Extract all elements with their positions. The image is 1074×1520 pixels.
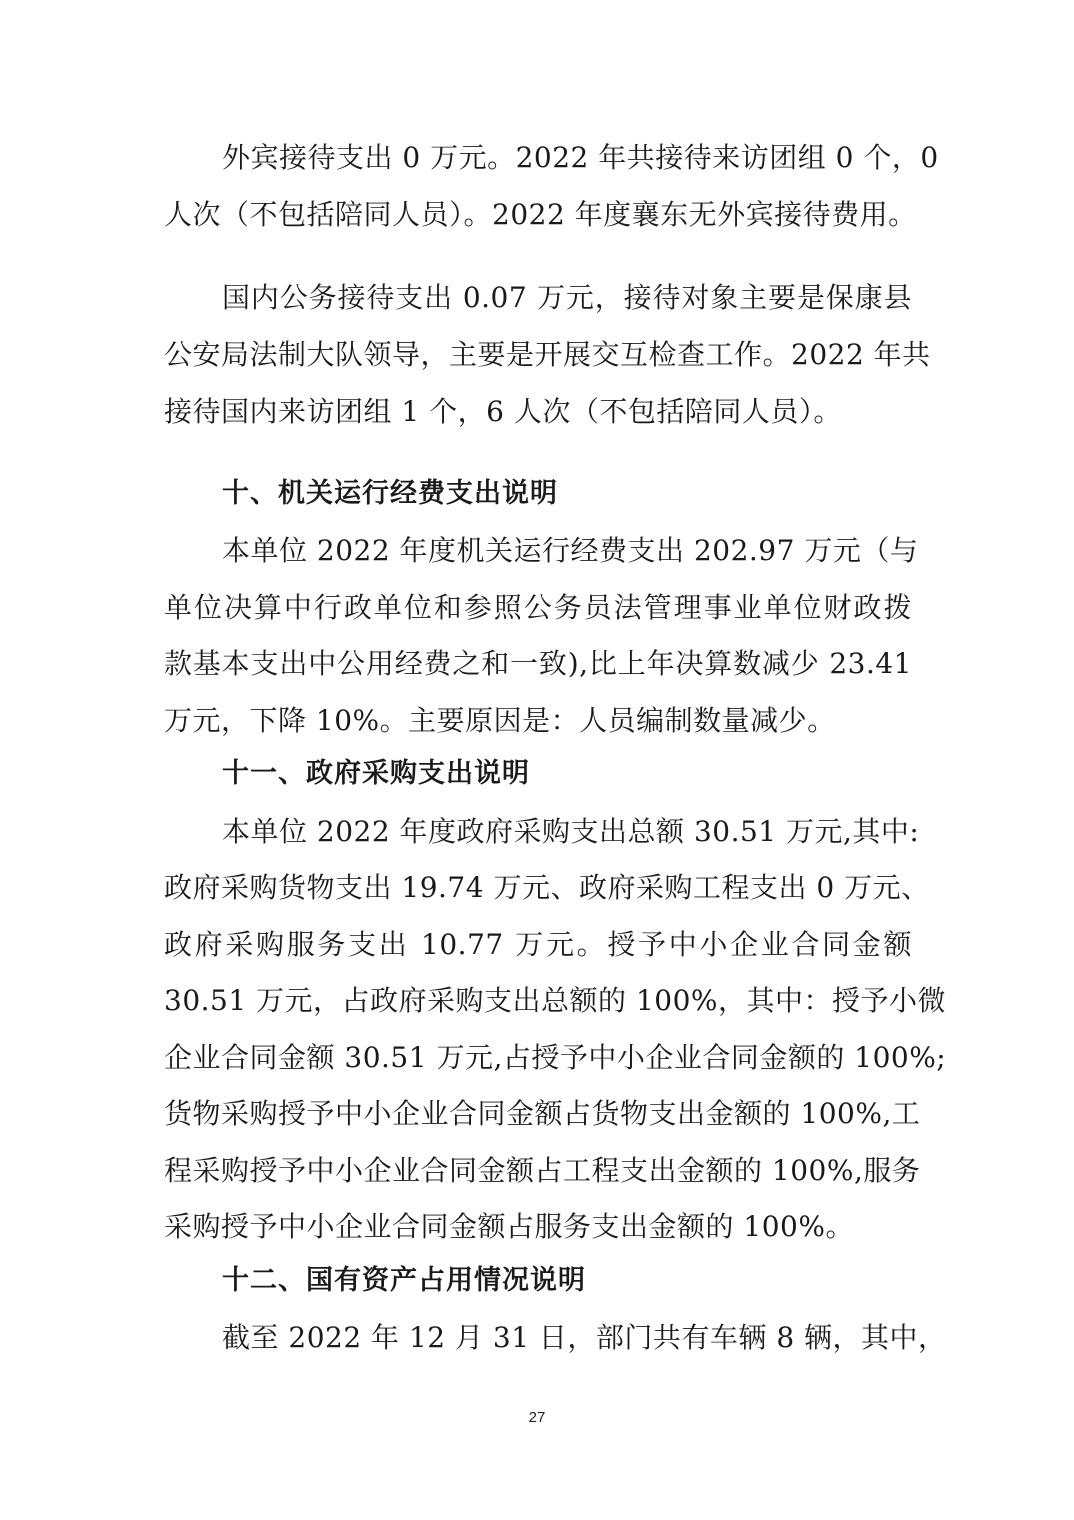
paragraph-domestic-reception-line-3: 接待国内来访团组 1 个，6 人次（不包括陪同人员）。 xyxy=(164,395,842,428)
section-heading-government-procurement: 十一、政府采购支出说明 xyxy=(222,758,530,789)
section10-line-3: 款基本支出中公用经费之和一致),比上年决算数减少 23.41 xyxy=(164,647,912,680)
section-heading-state-assets: 十二、国有资产占用情况说明 xyxy=(222,1265,586,1296)
section11-line-1: 本单位 2022 年度政府采购支出总额 30.51 万元,其中: xyxy=(222,815,920,848)
section12-line-1: 截至 2022 年 12 月 31 日，部门共有车辆 8 辆，其中， xyxy=(222,1321,947,1354)
section11-line-4: 30.51 万元，占政府采购支出总额的 100%，其中：授予小微 xyxy=(164,984,947,1017)
page-number: 27 xyxy=(528,1409,546,1426)
section11-line-6: 货物采购授予中小企业合同金额占货物支出金额的 100%,工 xyxy=(164,1097,921,1130)
paragraph-domestic-reception-line-1: 国内公务接待支出 0.07 万元，接待对象主要是保康县 xyxy=(222,281,912,314)
section11-line-5: 企业合同金额 30.51 万元,占授予中小企业合同金额的 100%; xyxy=(164,1041,947,1074)
paragraph-domestic-reception-line-2: 公安局法制大队领导，主要是开展交互检查工作。2022 年共 xyxy=(164,338,931,371)
section11-line-7: 程采购授予中小企业合同金额占工程支出金额的 100%,服务 xyxy=(164,1154,921,1187)
section11-line-8: 采购授予中小企业合同金额占服务支出金额的 100%。 xyxy=(164,1210,854,1243)
paragraph-foreign-reception-line-2: 人次（不包括陪同人员）。2022 年度襄东无外宾接待费用。 xyxy=(164,198,917,231)
section11-line-3: 政府采购服务支出 10.77 万元。授予中小企业合同金额 xyxy=(164,928,912,961)
section-heading-operating-expenses: 十、机关运行经费支出说明 xyxy=(222,478,558,509)
section10-line-1: 本单位 2022 年度机关运行经费支出 202.97 万元（与 xyxy=(222,534,919,567)
paragraph-foreign-reception-line-1: 外宾接待支出 0 万元。2022 年共接待来访团组 0 个，0 xyxy=(222,141,939,174)
section10-line-2: 单位决算中行政单位和参照公务员法管理事业单位财政拨 xyxy=(164,591,912,624)
section11-line-2: 政府采购货物支出 19.74 万元、政府采购工程支出 0 万元、 xyxy=(164,871,930,904)
section10-line-4: 万元，下降 10%。主要原因是：人员编制数量减少。 xyxy=(164,704,836,737)
